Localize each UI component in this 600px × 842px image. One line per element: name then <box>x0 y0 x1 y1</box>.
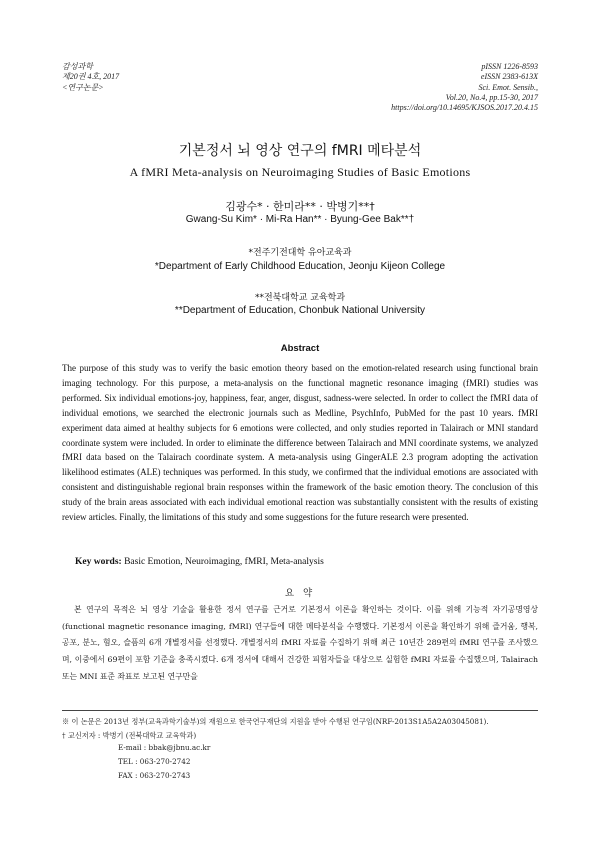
affiliation-1-english: *Department of Early Childhood Education, Jeonju Kijeon College <box>154 261 446 272</box>
affiliation-2-korean: **전북대학교 교육학과 <box>254 293 346 303</box>
korean-summary-heading: 요 약 <box>284 588 316 599</box>
journal-header-left <box>62 62 119 93</box>
keywords-text: Basic Emotion, Neuroimaging, fMRI, Meta-analysis <box>124 557 324 567</box>
doi-link[interactable]: https://doi.org/10.14695/KJSOS.2017.20.4.15 <box>391 103 538 113</box>
title-english: A fMRI Meta-analysis on Neuroimaging Studies of Basic Emotions <box>129 165 471 179</box>
corresponding-author: † 교신저자 : 박병기 (전북대학교 교육학과) <box>62 731 197 740</box>
abstract-text: The purpose of this study was to verify the basic emotion theory based on the emotion-related research using functional brain imaging technology. For this purpose, a meta-analysis on the functional magnetic resonance imaging (fMRI) studies was performed. Six individual emotions-joy, happiness, fear, anger, disgust, sadness-were selected. In order to collect the fMRI data of individual emotions, we searched the electronic journals such as Medline, PsychInfo, PubMed for the past 10 years. fMRI experiment data aimed at healthy subjects for 6 emotions were collected, and only studies reported in Talairach or MNI standard coordinate system were included. In order to eliminate the difference between Talairach and MNI coordinate systems, we analyzed fMRI data based on the Talairach coordinate system. A meta-analysis using GingerALE 2.3 program adopting the activation likelihood estimates (ALE) techniques was performed. In this study, we confirmed that the individual emotions are associated with consistent and distinguishable regional brain responses within the framework of the basic emotion theory. The conclusion of this study of the brain areas associated with each individual emotional reaction was substantially consistent with the results of existing review articles. Finally, the limitations of this study and some suggestions for the future research were presented. <box>62 363 538 523</box>
title-korean: 기본정서 뇌 영상 연구의 fMRI 메타분석 <box>178 143 422 159</box>
affiliation-2-english: **Department of Education, Chonbuk National University <box>174 305 426 316</box>
journal-abbrev: Sci. Emot. Sensib., <box>478 82 538 92</box>
author-email[interactable]: E-mail : bbak@jbnu.ac.kr <box>118 743 211 752</box>
author-fax: FAX : 063-270-2743 <box>118 771 191 780</box>
keywords <box>75 557 324 567</box>
author-tel: TEL : 063-270-2742 <box>118 757 191 766</box>
footnote-divider <box>62 710 538 711</box>
eissn: eISSN 2383-613X <box>480 72 538 82</box>
keywords-label: Key words: <box>75 557 122 567</box>
pissn: pISSN 1226-8593 <box>481 62 538 71</box>
journal-name: 감성과학 <box>62 62 93 71</box>
authors-english: Gwang-Su Kim* · Mi-Ra Han** · Byung-Gee Bak**† <box>185 214 415 225</box>
journal-header-right <box>391 62 538 113</box>
authors-korean: 김광수* · 한미라** · 박병기**† <box>225 200 375 213</box>
journal-volume: 제20권 4호, 2017 <box>62 72 120 82</box>
korean-summary-text: 본 연구의 목적은 뇌 영상 기술을 활용한 정서 연구를 근거로 기본정서 이론을 확인하는 것이다. 이를 위해 기능적 자기공명영상(functional magnetic resonance imaging, fMRI) 연구들에 대한 메타분석을 수행했다. 기본정서 이론을 확인하기 위해 즐거움, 행복, 공포, 분노, 혐오, 슬픔의 6개 개별정서를 선정했다. 개별정서의 fMRI 자료를 수집하기 위해 최근 10년간 289편의 fMRI 연구를 조사했으며, 이중에서 69편이 포함 기준을 충족시켰다. 6개 정서에 대해서 건강한 피험자들을 대상으로 실험한 fMRI 자료를 수집했으며, Talairach 또는 MNI 표준 좌표로 보고된 연구만을 <box>62 605 538 681</box>
article-type: <연구논문> <box>62 82 104 92</box>
abstract-heading: Abstract <box>280 343 320 354</box>
affiliation-1-korean: *전주기전대학 유아교육과 <box>248 248 352 258</box>
funding-footnote: ※ 이 논문은 2013년 정부(교육과학기술부)의 재원으로 한국연구재단의 지원을 받아 수행된 연구임(NRF-2013S1A5A2A03045081). <box>62 717 489 726</box>
volume-pages: Vol.20, No.4, pp.15-30, 2017 <box>445 92 538 102</box>
